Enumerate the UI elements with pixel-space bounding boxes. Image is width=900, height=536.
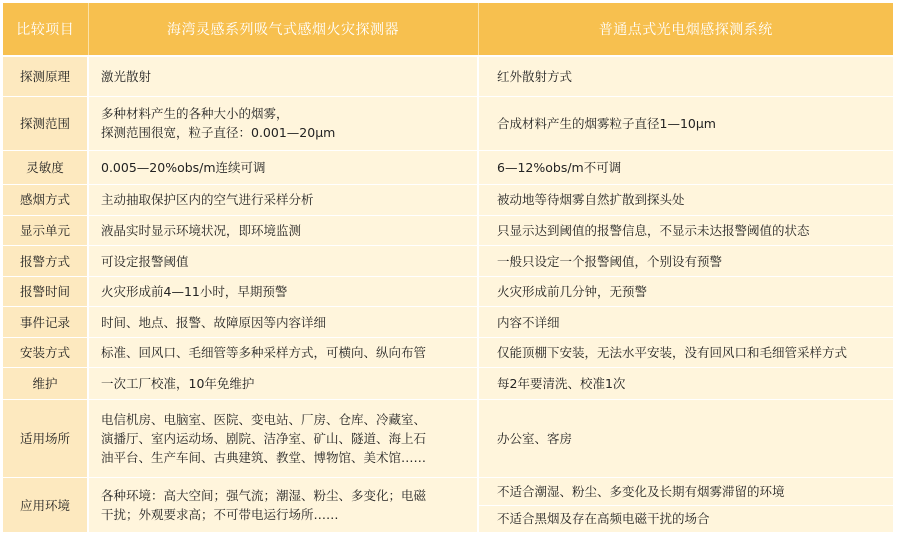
cell-text: 激光散射	[101, 68, 152, 84]
cell-text: 一般只设定一个报警阈值，个别设有预警	[497, 253, 723, 269]
table-row	[3, 185, 893, 216]
row-label: 应用环境	[3, 478, 88, 533]
cell-text: 一次工厂校准，10年免维护	[101, 376, 255, 392]
cell-text: 内容不详细	[497, 314, 560, 330]
cell-text: 被动地等待烟雾自然扩散到探头处	[497, 192, 685, 208]
aspirating-cell	[88, 337, 478, 368]
table-row	[3, 151, 893, 185]
point-cell	[478, 246, 893, 277]
cell-text: 火灾形成前4—11小时，早期预警	[101, 284, 288, 300]
table-row	[3, 215, 893, 246]
aspirating-cell	[88, 246, 478, 277]
table-row	[3, 96, 893, 151]
cell-text: 液晶实时显示环境状况，即环境监测	[101, 222, 302, 238]
aspirating-cell	[88, 368, 478, 400]
aspirating-cell	[88, 400, 478, 478]
cell-text: 只显示达到阈值的报警信息，不显示未达报警阈值的状态	[497, 222, 810, 238]
point-cell	[478, 505, 893, 533]
aspirating-cell	[88, 307, 478, 338]
cell-text: 电信机房、电脑室、医院、变电站、厂房、仓库、冷藏室、	[101, 412, 427, 428]
cell-text: 6—12%obs/m不可调	[497, 160, 622, 176]
table-row	[3, 400, 893, 478]
aspirating-cell	[88, 215, 478, 246]
comparison-table	[3, 3, 893, 533]
table-row	[3, 478, 893, 505]
row-label: 安装方式	[3, 337, 88, 368]
point-cell	[478, 307, 893, 338]
header-point-detector: 普通点式光电烟感探测系统	[478, 3, 893, 56]
cell-text: 主动抽取保护区内的空气进行采样分析	[101, 192, 314, 208]
row-label: 探测原理	[3, 56, 88, 96]
table-row	[3, 56, 893, 96]
aspirating-cell	[88, 478, 478, 533]
table-row	[3, 307, 893, 338]
row-label: 感烟方式	[3, 185, 88, 216]
cell-text: 标准、回风口、毛细管等多种采样方式，可横向、纵向布管	[101, 345, 427, 361]
point-cell	[478, 151, 893, 185]
row-label: 显示单元	[3, 215, 88, 246]
cell-text: 干扰；外观要求高；不可带电运行场所……	[101, 507, 339, 523]
point-cell	[478, 215, 893, 246]
point-cell	[478, 185, 893, 216]
point-cell	[478, 276, 893, 307]
cell-text: 仅能顶棚下安装，无法水平安装，没有回风口和毛细管采样方式	[497, 345, 848, 361]
table-row	[3, 337, 893, 368]
cell-text: 合成材料产生的烟雾粒子直径1—10μm	[497, 115, 716, 131]
header-row	[3, 3, 893, 56]
row-label: 事件记录	[3, 307, 88, 338]
aspirating-cell	[88, 151, 478, 185]
cell-text: 火灾形成前几分钟，无预警	[497, 284, 648, 300]
aspirating-cell	[88, 56, 478, 96]
cell-text: 各种环境：高大空间；强气流；潮湿、粉尘、多变化；电磁	[101, 488, 427, 504]
aspirating-cell	[88, 185, 478, 216]
row-label: 报警方式	[3, 246, 88, 277]
point-cell	[478, 96, 893, 151]
table-row	[3, 276, 893, 307]
row-label: 灵敏度	[3, 151, 88, 185]
cell-text: 办公室、客房	[497, 431, 573, 447]
table-row	[3, 368, 893, 400]
cell-text: 时间、地点、报警、故障原因等内容详细	[101, 314, 327, 330]
row-label: 报警时间	[3, 276, 88, 307]
row-label: 适用场所	[3, 400, 88, 478]
cell-text: 多种材料产生的各种大小的烟雾，	[101, 106, 289, 122]
point-cell	[478, 400, 893, 478]
point-cell	[478, 478, 893, 505]
cell-text: 红外散射方式	[497, 68, 573, 84]
cell-text: 每2年要清洗、校准1次	[497, 376, 626, 392]
cell-text: 不适合潮湿、粉尘、多变化及长期有烟雾滞留的环境	[497, 483, 785, 499]
cell-text: 探测范围很宽，粒子直径：0.001—20μm	[101, 125, 336, 141]
row-label: 维护	[3, 368, 88, 400]
point-cell	[478, 368, 893, 400]
table-row	[3, 246, 893, 277]
aspirating-cell	[88, 276, 478, 307]
header-aspirating-detector: 海湾灵感系列吸气式感烟火灾探测器	[88, 3, 478, 56]
point-cell	[478, 56, 893, 96]
header-compare-item: 比较项目	[3, 3, 88, 56]
aspirating-cell	[88, 96, 478, 151]
cell-text: 不适合黑烟及存在高频电磁干扰的场合	[497, 511, 710, 527]
row-label: 探测范围	[3, 96, 88, 151]
cell-text: 油平台、生产车间、古典建筑、教堂、博物馆、美术馆……	[101, 450, 427, 466]
cell-text: 演播厅、室内运动场、剧院、洁净室、矿山、隧道、海上石	[101, 431, 427, 447]
cell-text: 0.005—20%obs/m连续可调	[101, 160, 266, 176]
cell-text: 可设定报警阈值	[101, 253, 189, 269]
point-cell	[478, 337, 893, 368]
